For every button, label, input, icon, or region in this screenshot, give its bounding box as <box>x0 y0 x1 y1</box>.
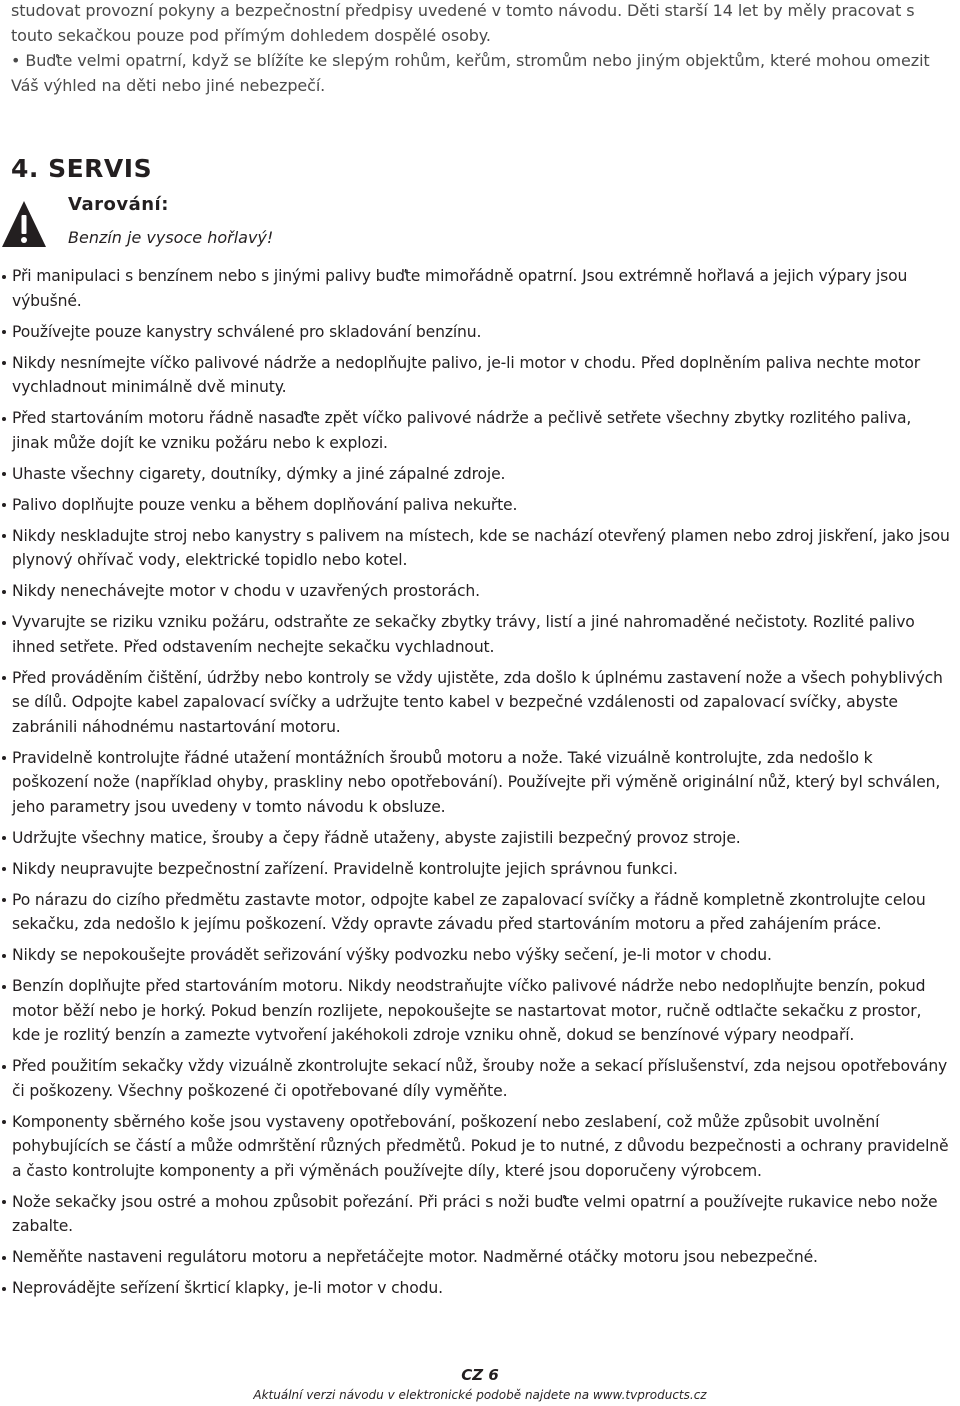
list-item: Vyvarujte se riziku vzniku požáru, odstraňte ze sekačky zbytky trávy, listí a jiné nahromaděné nečistoty. Rozlité palivo ihned setřete. Před odstavením nechejte sekačku vychladnout. <box>0 610 952 659</box>
warning-subtitle: Benzín je vysoce hořlavý! <box>68 228 274 247</box>
page-number: CZ 6 <box>461 1366 499 1384</box>
list-item: Nikdy neupravujte bezpečnostní zařízení. Pravidelně kontrolujte jejich správnou funkci. <box>0 857 952 882</box>
list-item: Komponenty sběrného koše jsou vystaveny opotřebování, poškození nebo zeslabení, což může způsobit uvolnění pohybujících se částí a může odmrštění různých předmětů. Pokud je to nutné, z důvodu bezpečnosti a ochrany pravidelně a často kontrolujte komponenty a při výměnách používejte díly, které jsou doporučeny výrobcem. <box>0 1110 952 1184</box>
footer-note: Aktuální verzi návodu v elektronické podobě najdete na www.tvproducts.cz <box>253 1388 707 1402</box>
safety-instructions-list <box>0 264 952 1307</box>
list-item: Uhaste všechny cigarety, doutníky, dýmky a jiné zápalné zdroje. <box>0 462 952 487</box>
list-item: Před prováděním čištění, údržby nebo kontroly se vždy ujistěte, zda došlo k úplnému zastavení nože a všech pohyblivých se dílů. Odpojte kabel zapalovací svíčky a udržujte tento kabel v bezpečné vzdálenosti od zapalovací svíčky, abyste zabránili náhodnému nastartování motoru. <box>0 666 952 740</box>
list-item: Pravidelně kontrolujte řádné utažení montážních šroubů motoru a nože. Také vizuálně kontrolujte, zda nedošlo k poškození nože (například ohyby, praskliny nebo opotřebování). Používejte při výměně originální nůž, který byl schválen, jeho parametry jsou uvedeny v tomto návodu k obsluze. <box>0 746 952 820</box>
list-item: Neměňte nastaveni regulátoru motoru a nepřetáčejte motor. Nadměrné otáčky motoru jsou nebezpečné. <box>0 1245 952 1270</box>
list-item: Nože sekačky jsou ostré a mohou způsobit pořezání. Při práci s noži buďte velmi opatrní a používejte rukavice nebo nože zabalte. <box>0 1190 952 1239</box>
intro-block <box>11 0 951 98</box>
intro-bullet: • Buďte velmi opatrní, když se blížíte ke slepým rohům, keřům, stromům nebo jiným objektům, které mohou omezit Váš výhled na děti nebo jiné nebezpečí. <box>11 51 930 95</box>
list-item: Před použitím sekačky vždy vizuálně zkontrolujte sekací nůž, šrouby nože a sekací příslušenství, zda nejsou opotřebovány či poškozeny. Všechny poškozené či opotřebované díly vyměňte. <box>0 1054 952 1103</box>
list-item: Po nárazu do cizího předmětu zastavte motor, odpojte kabel ze zapalovací svíčky a řádně kompletně zkontrolujte celou sekačku, zda nedošlo k jejímu poškození. Vždy opravte závadu před startováním motoru a před zahájením práce. <box>0 888 952 937</box>
list-item: Benzín doplňujte před startováním motoru. Nikdy neodstraňujte víčko palivové nádrže nebo nedoplňujte benzín, pokud motor běží nebo je horký. Pokud benzín rozlijete, nepokoušejte se nastartovat motor, ručně odtlačte sekačku z prostor, kde je rozlitý benzín a zamezte vytvoření jakéhokoli zdroje vzniku ohně, dokud se benzínové výpary neodpaří. <box>0 974 952 1048</box>
warning-title: Varování: <box>68 194 169 215</box>
warning-triangle-icon <box>1 199 47 249</box>
list-item: Palivo doplňujte pouze venku a během doplňování paliva nekuřte. <box>0 493 952 518</box>
intro-bullet-text: Buďte velmi opatrní, když se blížíte ke slepým rohům, keřům, stromům nebo jiným objektům, které mohou omezit Váš výhled na děti nebo jiné nebezpečí. <box>11 51 930 95</box>
intro-text: studovat provozní pokyny a bezpečnostní předpisy uvedené v tomto návodu. Děti starší 14 let by měly pracovat s touto sekačkou pouze pod přímým dohledem dospělé osoby. <box>11 1 915 45</box>
section-title: 4. SERVIS <box>11 154 153 183</box>
list-item: Nikdy se nepokoušejte provádět seřizování výšky podvozku nebo výšky sečení, je-li motor v chodu. <box>0 943 952 968</box>
list-item: Při manipulaci s benzínem nebo s jinými palivy buďte mimořádně opatrní. Jsou extrémně hořlavá a jejich výpary jsou výbušné. <box>0 264 952 313</box>
list-item: Používejte pouze kanystry schválené pro skladování benzínu. <box>0 320 952 345</box>
list-item: Nikdy neskladujte stroj nebo kanystry s palivem na místech, kde se nachází otevřený plamen nebo zdroj jiskření, jako jsou plynový ohřívač vody, elektrické topidlo nebo kotel. <box>0 524 952 573</box>
list-item: Nikdy nenechávejte motor v chodu v uzavřených prostorách. <box>0 579 952 604</box>
list-item: Neprovádějte seřízení škrticí klapky, je-li motor v chodu. <box>0 1276 952 1301</box>
list-item: Před startováním motoru řádně nasaďte zpět víčko palivové nádrže a pečlivě setřete všechny zbytky rozlitého paliva, jinak může dojít ke vzniku požáru nebo k explozi. <box>0 406 952 455</box>
list-item: Udržujte všechny matice, šrouby a čepy řádně utaženy, abyste zajistili bezpečný provoz stroje. <box>0 826 952 851</box>
list-item: Nikdy nesnímejte víčko palivové nádrže a nedoplňujte palivo, je-li motor v chodu. Před doplněním paliva nechte motor vychladnout minimálně dvě minuty. <box>0 351 952 400</box>
